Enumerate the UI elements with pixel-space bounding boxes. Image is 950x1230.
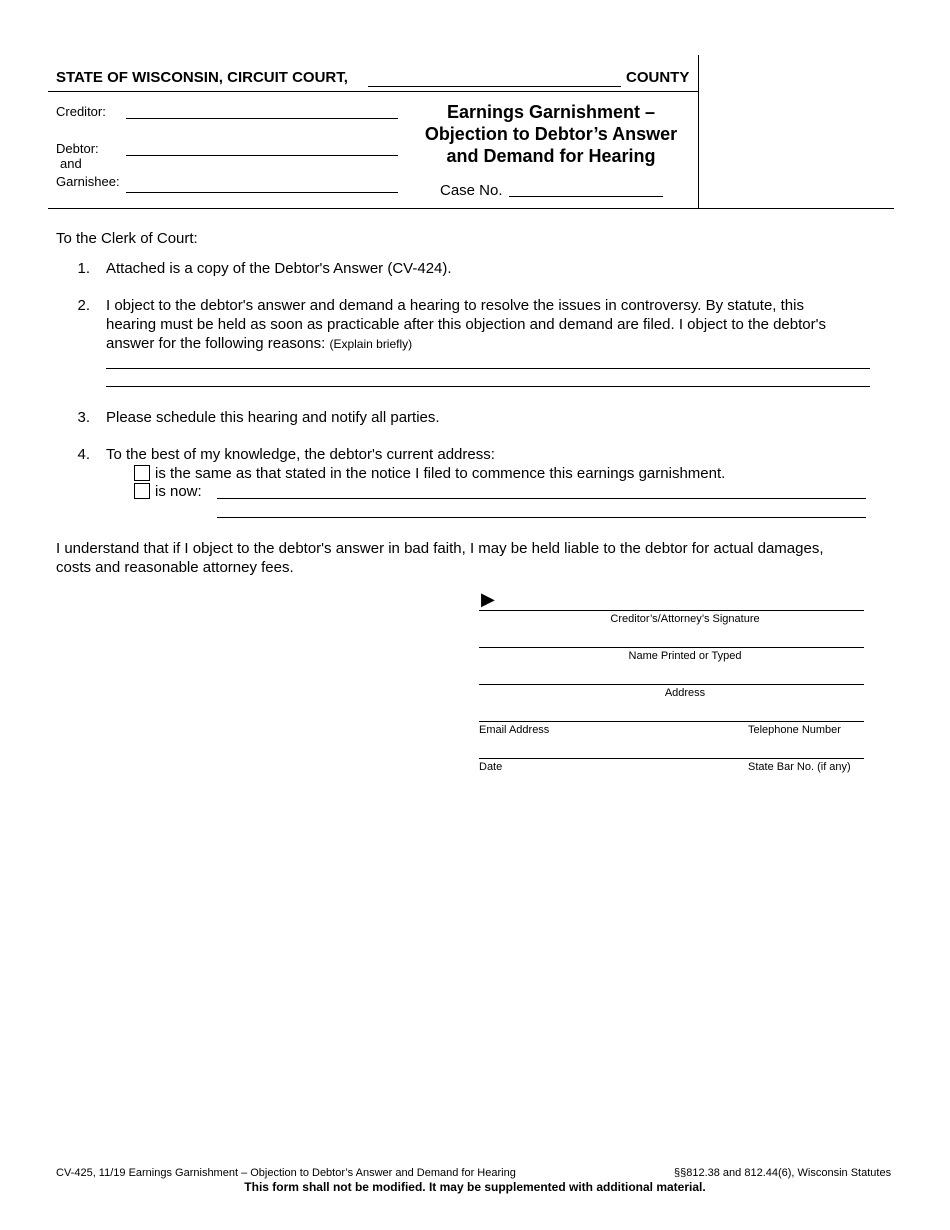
date-bar-field[interactable] <box>479 758 864 759</box>
reasons-field-2[interactable] <box>106 386 870 387</box>
reasons-field-1[interactable] <box>106 368 870 369</box>
item-3-number: 3. <box>77 409 90 426</box>
court-heading: STATE OF WISCONSIN, CIRCUIT COURT, <box>56 69 348 86</box>
signature-arrow-icon: ▶ <box>481 589 495 609</box>
email-label: Email Address <box>479 724 550 736</box>
explain-briefly-note: (Explain briefly) <box>329 337 413 351</box>
case-no-label: Case No. <box>440 182 503 199</box>
address-same-checkbox[interactable] <box>134 465 150 481</box>
case-no-field[interactable] <box>509 196 663 197</box>
signature-label: Creditor’s/Attorney’s Signature <box>610 613 760 625</box>
bad-faith-line-2: costs and reasonable attorney fees. <box>56 559 294 576</box>
creditor-label: Creditor: <box>56 104 106 119</box>
item-4-number: 4. <box>77 446 90 463</box>
and-label: and <box>60 156 82 171</box>
item-2-line-1: I object to the debtor's answer and demand a hearing to resolve the issues in controversy. By statute, this <box>106 297 804 314</box>
caption-bottom-divider <box>48 208 894 209</box>
new-address-field-1[interactable] <box>217 498 866 499</box>
creditor-field[interactable] <box>126 118 398 119</box>
address-same-label: is the same as that stated in the notice I filed to commence this earnings garnishment. <box>155 465 726 482</box>
garnishee-label: Garnishee: <box>56 174 120 189</box>
item-1-text: Attached is a copy of the Debtor's Answer (CV-424). <box>106 260 452 277</box>
title-line-3: and Demand for Hearing <box>446 146 656 166</box>
bar-number-label: State Bar No. (if any) <box>748 761 851 773</box>
garnishee-field[interactable] <box>126 192 398 193</box>
phone-label: Telephone Number <box>748 724 841 736</box>
date-label: Date <box>479 761 503 773</box>
header-vertical-divider <box>698 55 699 208</box>
form-title <box>410 101 692 167</box>
address-field[interactable] <box>479 684 864 685</box>
county-label: COUNTY <box>626 69 690 86</box>
footer-notice: This form shall not be modified. It may be supplemented with additional material. <box>244 1180 706 1194</box>
item-2-line-2: hearing must be held as soon as practicable after this objection and demand are filed. I object to the debtor's <box>106 316 826 333</box>
footer-form-id: CV-425, 11/19 Earnings Garnishment – Objection to Debtor’s Answer and Demand for Hearing <box>56 1167 516 1179</box>
debtor-label: Debtor: <box>56 141 99 156</box>
email-phone-field[interactable] <box>479 721 864 722</box>
address-now-checkbox[interactable] <box>134 483 150 499</box>
title-line-1: Earnings Garnishment – <box>446 102 656 122</box>
new-address-field-2[interactable] <box>217 517 866 518</box>
county-field[interactable] <box>368 86 621 87</box>
item-3-text: Please schedule this hearing and notify all parties. <box>106 409 440 426</box>
item-2-line-3-text: answer for the following reasons: <box>106 335 326 352</box>
item-4-text: To the best of my knowledge, the debtor's current address: <box>106 446 495 463</box>
address-now-label: is now: <box>155 483 202 500</box>
item-2-number: 2. <box>77 297 90 314</box>
name-label: Name Printed or Typed <box>628 650 742 662</box>
debtor-field[interactable] <box>126 155 398 156</box>
name-field[interactable] <box>479 647 864 648</box>
footer-statutes: §§812.38 and 812.44(6), Wisconsin Statutes <box>674 1167 892 1179</box>
salutation: To the Clerk of Court: <box>56 230 198 247</box>
title-line-2: Objection to Debtor’s Answer <box>424 124 678 144</box>
signature-field[interactable] <box>479 610 864 611</box>
header-divider <box>48 91 698 92</box>
item-2-line-3 <box>106 334 412 354</box>
address-label: Address <box>664 687 706 699</box>
bad-faith-line-1: I understand that if I object to the debtor's answer in bad faith, I may be held liable to the debtor for actual damages, <box>56 540 824 557</box>
item-1-number: 1. <box>77 260 90 277</box>
